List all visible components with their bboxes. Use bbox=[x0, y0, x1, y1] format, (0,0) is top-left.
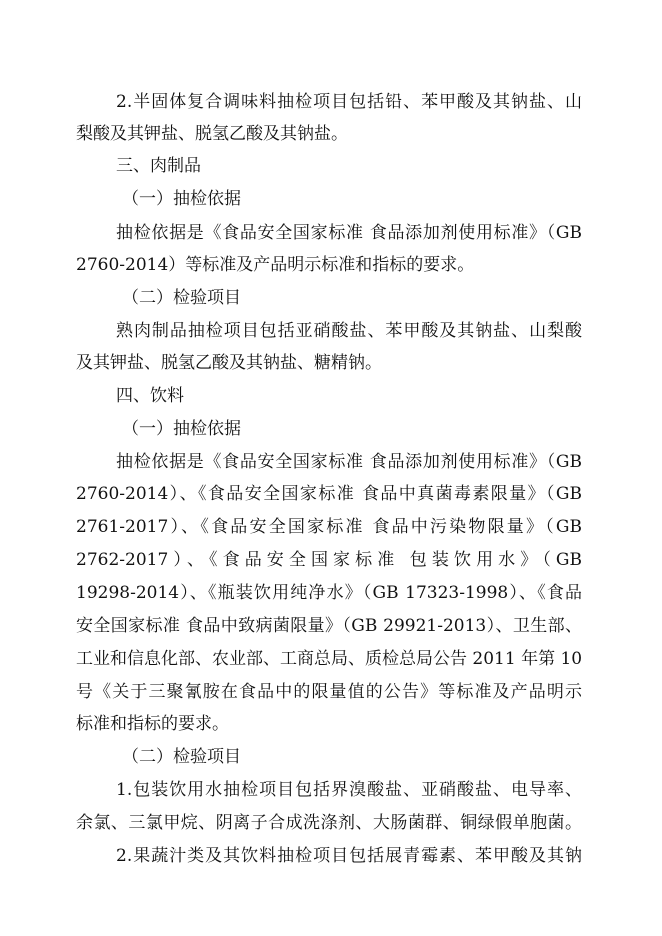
paragraph-line: 1.包装饮用水抽检项目包括界溴酸盐、亚硝酸盐、电导率、 bbox=[116, 780, 582, 800]
subsection-heading: （一）抽检依据 bbox=[122, 189, 241, 209]
paragraph-line: 熟肉制品抽检项目包括亚硝酸盐、苯甲酸及其钠盐、山梨酸 bbox=[116, 321, 582, 341]
paragraph-line: 及其钾盐、脱氢乙酸及其钠盐、糖精钠。 bbox=[76, 353, 382, 373]
paragraph-line: 2.半固体复合调味料抽检项目包括铅、苯甲酸及其钠盐、山 bbox=[116, 92, 582, 112]
paragraph-line: 2762-2017）、《食品安全国家标准 包装饮用水》（GB bbox=[76, 550, 582, 570]
paragraph-line: 2761-2017）、《食品安全国家标准 食品中污染物限量》（GB bbox=[76, 517, 582, 537]
subsection-heading: （二）检验项目 bbox=[122, 288, 241, 308]
paragraph-line: 2760-2014）、《食品安全国家标准 食品中真菌毒素限量》（GB bbox=[76, 484, 582, 504]
paragraph-line: 工业和信息化部、农业部、工商总局、质检总局公告 2011 年第 10 bbox=[76, 649, 583, 669]
paragraph-line: 号《关于三聚氰胺在食品中的限量值的公告》等标准及产品明示 bbox=[76, 682, 582, 702]
section-heading: 三、肉制品 bbox=[116, 156, 201, 176]
paragraph-line: 抽检依据是《食品安全国家标准 食品添加剂使用标准》（GB bbox=[116, 452, 582, 472]
paragraph-line: 余氯、三氯甲烷、阴离子合成洗涤剂、大肠菌群、铜绿假单胞菌。 bbox=[76, 813, 582, 833]
section-heading: 四、饮料 bbox=[116, 386, 184, 406]
subsection-heading: （二）检验项目 bbox=[122, 747, 241, 767]
paragraph-line: 2760-2014）等标准及产品明示标准和指标的要求。 bbox=[76, 255, 475, 275]
paragraph-line: 梨酸及其钾盐、脱氢乙酸及其钠盐。 bbox=[76, 124, 348, 144]
paragraph-line: 抽检依据是《食品安全国家标准 食品添加剂使用标准》（GB bbox=[116, 223, 582, 243]
paragraph-line: 2.果蔬汁类及其饮料抽检项目包括展青霉素、苯甲酸及其钠 bbox=[116, 846, 582, 866]
paragraph-line: 19298-2014）、《瓶装饮用纯净水》（GB 17323-1998）、《食品 bbox=[76, 583, 582, 603]
subsection-heading: （一）抽检依据 bbox=[122, 419, 241, 439]
paragraph-line: 标准和指标的要求。 bbox=[76, 714, 229, 734]
paragraph-line: 安全国家标准 食品中致病菌限量》（GB 29921-2013）、卫生部、 bbox=[76, 616, 582, 636]
